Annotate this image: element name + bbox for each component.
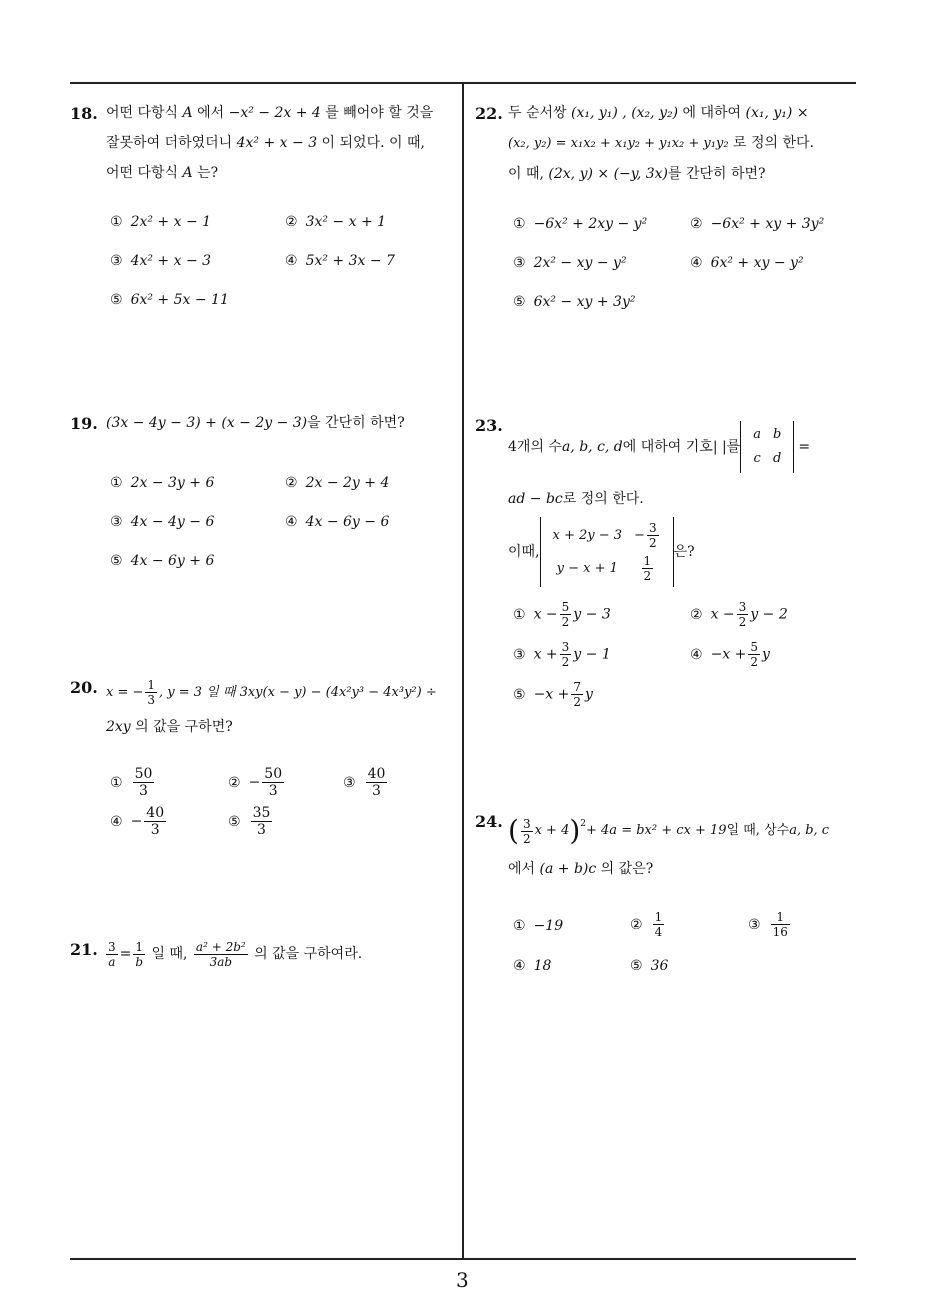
text: 두 순서쌍 <box>508 105 571 121</box>
denominator: 2 <box>648 536 657 550</box>
option-number: ④ <box>285 253 298 269</box>
denominator: 3 <box>150 822 160 838</box>
option-number: ① <box>110 214 123 230</box>
text: 일 때, 상수 <box>726 823 790 838</box>
right-paren: ) <box>569 814 581 847</box>
option-text: 5x² + 3x − 7 <box>305 253 395 269</box>
question-number: 21. <box>70 940 98 959</box>
math: , y = 3 일 때 3xy(x − y) − (4x²y³ − 4x³y²) ÷ <box>159 685 437 700</box>
option-number: ⑤ <box>630 958 643 974</box>
equals: = <box>798 439 811 455</box>
numerator: 3 <box>561 640 570 654</box>
fraction <box>560 640 572 669</box>
numerator: 5 <box>750 640 759 654</box>
option-5[interactable] <box>110 553 214 569</box>
option-number: ① <box>513 216 526 232</box>
text: 를 <box>726 439 741 455</box>
option-number: ⑤ <box>110 292 123 308</box>
question-number: 23. <box>475 416 503 435</box>
denominator: 3 <box>268 783 278 799</box>
text: 의 값을 구하면? <box>130 719 233 735</box>
option-5[interactable] <box>228 805 274 838</box>
fraction <box>560 600 572 629</box>
entry: b <box>773 427 782 442</box>
option-5[interactable] <box>630 958 668 974</box>
option-3[interactable] <box>513 255 627 271</box>
option-text: 4x − 6y + 6 <box>130 553 215 569</box>
text: 로 정의 한다. <box>562 491 644 507</box>
option-number: ③ <box>748 916 761 933</box>
option-5[interactable] <box>513 294 635 310</box>
left-paren: ( <box>508 814 519 847</box>
denominator: 2 <box>573 695 582 709</box>
option-1[interactable] <box>513 600 611 629</box>
option-number: ① <box>110 774 123 791</box>
text: 를 빼어야 할 것을 <box>320 105 434 121</box>
fraction <box>133 766 155 799</box>
option-number: ⑤ <box>110 553 123 569</box>
option-4[interactable] <box>110 805 168 838</box>
fraction <box>642 554 654 583</box>
option-2[interactable] <box>690 600 788 629</box>
math: −x + <box>710 646 747 663</box>
determinant <box>540 517 674 587</box>
denominator: 4 <box>654 925 663 939</box>
numerator: 1 <box>643 554 652 568</box>
math: 4x² + x − 3 <box>236 135 318 151</box>
option-number: ② <box>690 216 703 232</box>
option-4[interactable] <box>513 958 551 974</box>
option-number: ⑤ <box>513 686 526 703</box>
option-number: ⑤ <box>513 294 526 310</box>
option-5[interactable] <box>110 292 229 308</box>
math: y <box>762 646 770 663</box>
denominator: a <box>108 954 116 969</box>
question-text <box>508 416 860 590</box>
option-text: 4x² + x − 3 <box>130 253 212 269</box>
option-number: ④ <box>690 646 703 663</box>
page-number: 3 <box>456 1268 469 1292</box>
fraction <box>771 910 790 939</box>
math: ad − bc <box>508 491 563 507</box>
option-1[interactable] <box>110 475 214 491</box>
text: 어떤 다항식 <box>106 165 183 181</box>
math: (x₂, y₂) = x₁x₂ + x₁y₂ + y₁x₂ + y₁y₂ <box>508 136 729 151</box>
option-text: 3x² − x + 1 <box>305 214 387 230</box>
text: 의 값은? <box>596 861 654 877</box>
denominator: 2 <box>561 615 570 629</box>
option-text: −19 <box>533 918 564 934</box>
option-number: ① <box>513 918 526 934</box>
fraction <box>571 680 583 709</box>
fraction <box>647 521 659 550</box>
math: y − 1 <box>573 646 611 663</box>
math: A <box>182 105 193 121</box>
numerator: 1 <box>147 678 156 692</box>
math: (x₁, y₁) , (x₂, y₂) <box>571 105 679 121</box>
text: 은? <box>673 544 695 560</box>
fraction <box>521 817 533 846</box>
math: −x + <box>533 686 570 703</box>
math: x − <box>710 606 735 623</box>
denominator: b <box>135 954 144 969</box>
fraction <box>737 600 749 629</box>
option-number: ③ <box>343 774 356 791</box>
option-text: 36 <box>650 958 669 974</box>
option-number: ② <box>285 475 298 491</box>
numerator: 3 <box>108 939 116 954</box>
math: (x₁, y₁) × <box>745 105 809 121</box>
fraction <box>194 940 248 969</box>
entry: a <box>753 427 761 442</box>
option-number: ⑤ <box>228 813 241 830</box>
option-text: 6x² + xy − y² <box>710 255 804 271</box>
option-number: ② <box>630 916 643 933</box>
option-text: 2x² − xy − y² <box>533 255 627 271</box>
option-3[interactable] <box>343 766 389 799</box>
text: 이 때, <box>508 166 549 182</box>
option-number: ② <box>285 214 298 230</box>
option-text: −6x² + xy + 3y² <box>710 216 825 232</box>
entry: x + 2y − 3 <box>552 527 623 543</box>
option-number: ③ <box>110 514 123 530</box>
option-text: 4x − 6y − 6 <box>305 514 390 530</box>
fraction <box>133 940 145 969</box>
denominator: 3 <box>372 783 381 799</box>
denominator: 2 <box>643 569 652 583</box>
option-number: ③ <box>513 646 526 663</box>
denominator: 3ab <box>209 954 233 969</box>
math: y − 3 <box>573 606 611 623</box>
denominator: 16 <box>772 925 788 939</box>
question-text <box>106 408 405 438</box>
question-text <box>508 808 860 884</box>
numerator: 3 <box>522 816 531 831</box>
denominator: 3 <box>257 822 266 838</box>
text: 에 대하여 <box>678 105 746 121</box>
option-4[interactable] <box>285 253 395 269</box>
option-number: ④ <box>110 813 123 830</box>
option-number: ② <box>690 606 703 623</box>
math: x + 4 <box>534 823 570 838</box>
option-number: ③ <box>513 255 526 271</box>
math: x + <box>533 646 558 663</box>
fraction <box>144 805 166 838</box>
math: (2x, y) × (−y, 3x) <box>548 166 668 182</box>
fraction <box>251 805 273 838</box>
text: 로 정의 한다. <box>728 135 814 151</box>
text: 어떤 다항식 <box>106 105 183 121</box>
option-2[interactable] <box>630 910 666 939</box>
option-3[interactable] <box>513 640 611 669</box>
symbol: | | <box>712 439 727 455</box>
numerator: 1 <box>771 910 790 925</box>
option-2[interactable] <box>228 766 286 799</box>
entry: y − x + 1 <box>556 560 618 576</box>
option-text: 4x − 4y − 6 <box>130 514 215 530</box>
numerator: 3 <box>648 521 657 535</box>
option-number: ④ <box>690 255 703 271</box>
math: −x² − 2x + 4 <box>228 105 321 121</box>
option-text: 2x − 3y + 6 <box>130 475 215 491</box>
math: y <box>585 686 593 703</box>
math: + 4a = bx² + cx + 19 <box>586 823 727 838</box>
exponent: 2 <box>580 819 587 829</box>
fraction <box>366 766 388 799</box>
option-2[interactable] <box>690 216 824 232</box>
option-1[interactable] <box>513 216 647 232</box>
question-text <box>106 676 460 744</box>
option-2[interactable] <box>285 475 389 491</box>
fraction <box>748 640 760 669</box>
math: x − <box>533 606 558 623</box>
option-4[interactable] <box>690 640 770 669</box>
math: 2xy <box>106 719 131 735</box>
question-number: 18. <box>70 104 98 123</box>
entry: d <box>773 451 782 466</box>
option-1[interactable] <box>513 918 563 934</box>
text: 일 때, <box>147 946 192 962</box>
sign: − <box>130 813 143 830</box>
math: a, b, c <box>789 823 830 838</box>
numerator: 40 <box>367 766 386 782</box>
text: 잘못하여 더하였더니 <box>106 135 237 151</box>
option-3[interactable] <box>110 514 214 530</box>
determinant <box>740 421 794 473</box>
option-5[interactable] <box>513 680 593 709</box>
math: (a + b)c <box>539 861 597 877</box>
option-number: ④ <box>285 514 298 530</box>
numerator: 5 <box>561 600 570 614</box>
denominator: 2 <box>561 655 570 669</box>
option-text: 6x² + 5x − 11 <box>130 292 229 308</box>
option-text: 2x² + x − 1 <box>130 214 212 230</box>
numerator: a² + 2b² <box>195 939 246 954</box>
math: y − 2 <box>750 606 788 623</box>
sign: − <box>634 528 645 543</box>
option-number: ① <box>513 606 526 623</box>
denominator: 2 <box>738 615 747 629</box>
option-text: 6x² − xy + 3y² <box>533 294 636 310</box>
option-number: ① <box>110 475 123 491</box>
fraction <box>653 910 665 939</box>
question-number: 24. <box>475 812 503 831</box>
question-number: 22. <box>475 104 503 123</box>
option-3[interactable] <box>748 910 792 939</box>
math: 4 <box>508 439 517 455</box>
text: 이때, <box>508 544 540 560</box>
numerator: 1 <box>654 910 663 924</box>
sign: − <box>248 774 261 791</box>
equals: = <box>119 946 132 962</box>
text: 에서 <box>192 105 229 121</box>
question-text <box>106 98 460 188</box>
entry: c <box>753 451 761 466</box>
numerator: 35 <box>252 805 271 821</box>
text: 개의 수 <box>516 439 562 455</box>
denominator: 3 <box>139 783 148 799</box>
option-number: ④ <box>513 958 526 974</box>
math: (3x − 4y − 3) + (x − 2y − 3) <box>106 415 308 431</box>
column-divider <box>462 82 464 1260</box>
text: 이 되었다. 이 때, <box>317 135 425 151</box>
option-text: −6x² + 2xy − y² <box>533 216 648 232</box>
question-text <box>508 98 860 189</box>
option-3[interactable] <box>110 253 211 269</box>
math: A <box>182 165 193 181</box>
text: 에서 <box>508 861 540 877</box>
math: a, b, c, d <box>561 439 623 455</box>
denominator: 3 <box>147 693 156 707</box>
text: 의 값을 구하여라. <box>249 946 363 962</box>
numerator: 50 <box>134 766 153 782</box>
text: 는? <box>192 165 219 181</box>
option-4[interactable] <box>285 514 389 530</box>
question-text <box>104 934 362 974</box>
option-number: ③ <box>110 253 123 269</box>
option-number: ② <box>228 774 241 791</box>
bottom-rule <box>70 1258 856 1260</box>
text: 을 간단히 하면? <box>307 415 405 431</box>
denominator: 2 <box>522 831 531 846</box>
option-text: 18 <box>533 958 552 974</box>
text: 를 간단히 하면? <box>667 166 766 182</box>
numerator: 1 <box>133 940 145 955</box>
question-number: 20. <box>70 678 98 697</box>
fraction <box>262 766 284 799</box>
question-number: 19. <box>70 414 98 433</box>
fraction <box>145 678 157 707</box>
numerator: 50 <box>264 766 283 782</box>
text: 에 대하여 기호 <box>622 439 713 455</box>
numerator: 7 <box>573 680 582 694</box>
numerator: 3 <box>738 600 747 614</box>
option-2[interactable] <box>285 214 386 230</box>
option-4[interactable] <box>690 255 804 271</box>
numerator: 40 <box>146 805 165 821</box>
option-1[interactable] <box>110 214 211 230</box>
denominator: 2 <box>750 655 759 669</box>
option-1[interactable] <box>110 766 156 799</box>
option-text: 2x − 2y + 4 <box>305 475 390 491</box>
fraction <box>106 940 118 969</box>
math: x = − <box>106 685 144 700</box>
